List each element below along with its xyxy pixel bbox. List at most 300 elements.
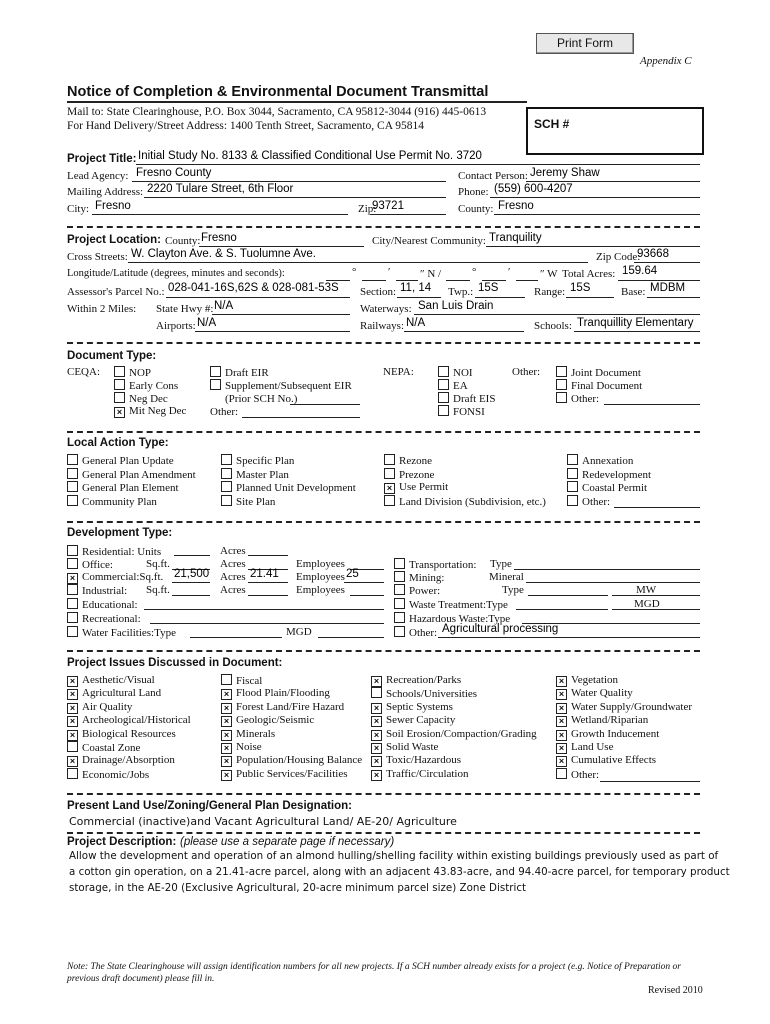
ceqa-options	[114, 366, 186, 418]
option-nop[interactable]	[114, 366, 186, 379]
dev-other[interactable]	[394, 626, 437, 639]
commercial-acres-label: Acres	[220, 571, 246, 583]
community-plan-checkbox[interactable]	[67, 495, 78, 506]
option-vegetation[interactable]	[556, 674, 692, 687]
option-site-plan[interactable]	[221, 495, 356, 509]
option-economic-jobs[interactable]	[67, 768, 191, 781]
commercial-acres-value[interactable]: 21.41	[250, 568, 279, 580]
city-label: City:	[67, 203, 90, 215]
print-form-button[interactable]: Print Form	[536, 33, 634, 54]
option-draft-eir[interactable]	[210, 366, 352, 379]
early-cons-label: Early Cons	[129, 380, 179, 392]
public-services-facilities-checkbox[interactable]: ×	[221, 770, 232, 781]
commercial-label: Commercial:Sq.ft.	[82, 571, 164, 583]
residential-label: Residential: Units	[82, 546, 162, 558]
hazardous-checkbox[interactable]	[394, 612, 405, 623]
other-checkbox[interactable]	[556, 768, 567, 779]
development-type-heading: Development Type:	[67, 527, 173, 539]
vegetation-label: Vegetation	[571, 674, 619, 686]
power-mw-label: MW	[636, 584, 657, 596]
water-supply-groundwater-label: Water Supply/Groundwater	[571, 700, 692, 713]
option-rezone[interactable]	[384, 454, 546, 468]
option-use-permit[interactable]	[384, 481, 546, 495]
nepa-options	[438, 366, 495, 418]
office-label: Office:	[82, 559, 113, 571]
residential-checkbox[interactable]	[67, 545, 78, 556]
water-mgd-label: MGD	[286, 626, 312, 638]
description-line-1[interactable]: Allow the development and operation of an almond hulling/shelling facility within existing buildings previously used as part of	[69, 850, 719, 862]
dev-residential[interactable]	[67, 545, 161, 558]
airports-value[interactable]: N/A	[197, 317, 217, 329]
ea-label: EA	[453, 380, 468, 392]
other-doc-options	[556, 366, 642, 405]
dev-other-label: Other:	[409, 627, 438, 639]
fiscal-checkbox[interactable]	[221, 674, 232, 685]
option-agricultural-land[interactable]	[67, 687, 191, 700]
option-fonsi[interactable]	[438, 405, 495, 418]
total-acres-value[interactable]: 159.64	[622, 265, 658, 277]
other-label: Other:	[582, 495, 611, 508]
archeological-historical-label: Archeological/Historical	[82, 714, 191, 727]
commercial-sqft-value[interactable]: 21,500	[174, 568, 210, 580]
option-draft-eis[interactable]	[438, 392, 495, 405]
option-septic-systems[interactable]	[371, 701, 537, 714]
solid-waste-label: Solid Waste	[386, 740, 439, 753]
dev-office[interactable]	[67, 558, 113, 571]
option-ea[interactable]	[438, 379, 495, 392]
office-sqft-label: Sq.ft.	[146, 558, 170, 570]
waterways-value[interactable]: San Luis Drain	[418, 300, 494, 312]
option-prezone[interactable]	[384, 468, 546, 482]
vegetation-checkbox[interactable]: ×	[556, 676, 567, 687]
general-plan-update-checkbox[interactable]	[67, 454, 78, 465]
geologic-seismic-label: Geologic/Seismic	[236, 714, 315, 727]
cross-streets-label: Cross Streets:	[67, 251, 128, 263]
twp-label: Twp.:	[448, 286, 474, 298]
range-label: Range:	[534, 286, 566, 298]
general-plan-update-label: General Plan Update	[82, 455, 174, 467]
coastal-zone-checkbox[interactable]	[67, 741, 78, 752]
base-value[interactable]: MDBM	[650, 282, 686, 294]
educational-label: Educational:	[82, 599, 138, 611]
water-quality-checkbox[interactable]: ×	[556, 689, 567, 700]
option-annexation[interactable]	[567, 454, 651, 468]
dev-mining[interactable]	[394, 571, 444, 584]
agricultural-land-checkbox[interactable]: ×	[67, 689, 78, 700]
footer-note-1: Note: The State Clearinghouse will assign identification numbers for all new projects. If a SCH number already exists for a project (e.g. Notice of Preparation or	[67, 962, 681, 972]
issues-col4	[556, 674, 692, 781]
local-action-col2	[221, 454, 356, 508]
description-line-3[interactable]: storage, in the AE-20 (Exclusive Agricultural, 20-acre minimum parcel size) Zone District	[69, 882, 527, 894]
contact-person-value[interactable]: Jeremy Shaw	[530, 167, 600, 179]
land-use-label: Land Use	[571, 740, 614, 753]
land-use-value[interactable]: Commercial (inactive)and Vacant Agricultural Land/ AE-20/ Agriculture	[69, 815, 457, 828]
other-checkbox[interactable]	[567, 495, 578, 506]
railways-label: Railways:	[360, 320, 404, 332]
local-action-col3	[384, 454, 546, 508]
footer-note-2: previous draft document) please fill in.	[67, 974, 215, 984]
site-plan-checkbox[interactable]	[221, 495, 232, 506]
nepa-label: NEPA:	[383, 366, 414, 378]
general-plan-amendment-checkbox[interactable]	[67, 468, 78, 479]
revised-label: Revised 2010	[648, 985, 703, 996]
option-biological-resources[interactable]	[67, 728, 191, 741]
option-community-plan[interactable]	[67, 495, 196, 509]
option-cumulative-effects[interactable]	[556, 754, 692, 767]
dev-recreational[interactable]	[67, 612, 141, 625]
archeological-historical-checkbox[interactable]: ×	[67, 716, 78, 727]
option-specific-plan[interactable]	[221, 454, 356, 468]
air-quality-label: Air Quality	[82, 700, 133, 713]
option-solid-waste[interactable]	[371, 741, 537, 754]
minerals-checkbox[interactable]: ×	[221, 730, 232, 741]
cumulative-effects-checkbox[interactable]: ×	[556, 756, 567, 767]
railways-value[interactable]: N/A	[406, 317, 426, 329]
w-sec-label: ″ W	[540, 268, 558, 280]
sewer-capacity-label: Sewer Capacity	[386, 714, 456, 727]
option-air-quality[interactable]	[67, 701, 191, 714]
doc-other-label: Other:	[210, 406, 239, 418]
fonsi-label: FONSI	[453, 406, 485, 418]
prezone-checkbox[interactable]	[384, 468, 395, 479]
mit-neg-dec-checkbox[interactable]: ×	[114, 407, 125, 418]
land-use-heading: Present Land Use/Zoning/General Plan Designation:	[67, 800, 352, 812]
noise-checkbox[interactable]: ×	[221, 743, 232, 754]
general-plan-element-label: General Plan Element	[82, 482, 179, 494]
recreation-parks-label: Recreation/Parks	[386, 674, 462, 686]
option-aesthetic-visual[interactable]	[67, 674, 191, 687]
industrial-checkbox[interactable]	[67, 584, 78, 595]
option-population-housing-balance[interactable]	[221, 754, 362, 767]
lead-agency-label: Lead Agency:	[67, 170, 129, 182]
wetland-riparian-checkbox[interactable]: ×	[556, 716, 567, 727]
coastal-zone-label: Coastal Zone	[82, 741, 141, 754]
annexation-checkbox[interactable]	[567, 454, 578, 465]
option-toxic-hazardous[interactable]	[371, 754, 537, 767]
biological-resources-label: Biological Resources	[82, 727, 176, 740]
recreational-checkbox[interactable]	[67, 612, 78, 623]
option-general-plan-element[interactable]	[67, 481, 196, 495]
option-fiscal[interactable]	[221, 674, 362, 687]
option-general-plan-amendment[interactable]	[67, 468, 196, 482]
dev-waste[interactable]	[394, 598, 508, 611]
state-hwy-value[interactable]: N/A	[214, 300, 234, 312]
air-quality-checkbox[interactable]: ×	[67, 703, 78, 714]
redevelopment-checkbox[interactable]	[567, 468, 578, 479]
option-traffic-circulation[interactable]	[371, 768, 537, 781]
option-water-quality[interactable]	[556, 687, 692, 700]
commercial-employees-value[interactable]: 25	[346, 568, 359, 580]
joint-document-checkbox[interactable]	[556, 366, 567, 377]
septic-systems-checkbox[interactable]: ×	[371, 703, 382, 714]
traffic-circulation-checkbox[interactable]: ×	[371, 770, 382, 781]
location-county-value[interactable]: Fresno	[201, 232, 237, 244]
minerals-label: Minerals	[236, 727, 276, 740]
coastal-permit-checkbox[interactable]	[567, 481, 578, 492]
neg-dec-label: Neg Dec	[129, 393, 168, 405]
land-division-subdivision-etc-checkbox[interactable]	[384, 495, 395, 506]
waste-checkbox[interactable]	[394, 598, 405, 609]
option-other[interactable]	[567, 495, 651, 509]
appendix-label: Appendix C	[640, 55, 692, 67]
mailing-address-value[interactable]: 2220 Tulare Street, 6th Floor	[147, 183, 294, 195]
mining-checkbox[interactable]	[394, 571, 405, 582]
schools-universities-checkbox[interactable]	[371, 687, 382, 698]
recreational-label: Recreational:	[82, 613, 141, 625]
sch-number-box[interactable]	[526, 107, 704, 155]
schools-universities-label: Schools/Universities	[386, 688, 478, 701]
final-document-label: Final Document	[571, 380, 643, 392]
issues-heading: Project Issues Discussed in Document:	[67, 657, 283, 669]
option-sewer-capacity[interactable]	[371, 714, 537, 727]
soil-erosion-compaction-grading-checkbox[interactable]: ×	[371, 730, 382, 741]
prezone-label: Prezone	[399, 468, 435, 481]
hazardous-label: Hazardous Waste:Type	[409, 613, 511, 625]
zip-code-value[interactable]: 93668	[637, 248, 669, 260]
other-checkbox[interactable]	[556, 392, 567, 403]
phone-value[interactable]: (559) 600-4207	[494, 183, 573, 195]
drainage-absorption-checkbox[interactable]: ×	[67, 756, 78, 767]
option-noi[interactable]	[438, 366, 495, 379]
flood-plain-flooding-checkbox[interactable]: ×	[221, 689, 232, 700]
contact-person-label: Contact Person:	[458, 170, 528, 182]
project-title-label: Project Title:	[67, 153, 137, 165]
educational-checkbox[interactable]	[67, 598, 78, 609]
dev-power[interactable]	[394, 584, 440, 597]
option-master-plan[interactable]	[221, 468, 356, 482]
mining-mineral-label: Mineral	[489, 571, 524, 583]
option-noise[interactable]	[221, 741, 362, 754]
community-value[interactable]: Tranquility	[489, 232, 542, 244]
deg-sym-1: °	[352, 266, 357, 278]
supplement-subsequent-eir-label: Supplement/Subsequent EIR	[225, 380, 352, 392]
draft-eis-label: Draft EIS	[453, 393, 496, 405]
option-early-cons[interactable]	[114, 379, 186, 392]
aesthetic-visual-checkbox[interactable]: ×	[67, 676, 78, 687]
page-title: Notice of Completion & Environmental Document Transmittal	[67, 84, 489, 100]
option-growth-inducement[interactable]	[556, 728, 692, 741]
specific-plan-label: Specific Plan	[236, 455, 295, 467]
option-final-document[interactable]	[556, 379, 642, 392]
ea-checkbox[interactable]	[438, 379, 449, 390]
option-drainage-absorption[interactable]	[67, 754, 191, 767]
growth-inducement-checkbox[interactable]: ×	[556, 730, 567, 741]
option-coastal-zone[interactable]	[67, 741, 191, 754]
transportation-label: Transportation:	[409, 559, 477, 571]
transportation-type-label: Type	[490, 558, 512, 570]
sch-label: SCH #	[534, 117, 570, 131]
water-supply-groundwater-checkbox[interactable]: ×	[556, 703, 567, 714]
local-action-col1	[67, 454, 196, 508]
dev-other-value[interactable]: Agricultural processing	[442, 623, 559, 635]
office-checkbox[interactable]	[67, 558, 78, 569]
location-county-label: County:	[165, 235, 201, 247]
master-plan-checkbox[interactable]	[221, 468, 232, 479]
apn-label: Assessor's Parcel No.:	[67, 286, 165, 298]
option-geologic-seismic[interactable]	[221, 714, 362, 727]
biological-resources-checkbox[interactable]: ×	[67, 730, 78, 741]
waste-label: Waste Treatment:Type	[409, 599, 508, 611]
power-label: Power:	[409, 585, 441, 597]
option-recreation-parks[interactable]	[371, 674, 537, 687]
dev-water[interactable]	[67, 626, 176, 639]
traffic-circulation-label: Traffic/Circulation	[386, 767, 469, 780]
other-label: Other:	[571, 393, 600, 405]
option-public-services-facilities[interactable]	[221, 768, 362, 781]
residential-acres-label: Acres	[220, 545, 246, 557]
forest-land-fire-hazard-checkbox[interactable]: ×	[221, 703, 232, 714]
general-plan-element-checkbox[interactable]	[67, 481, 78, 492]
planned-unit-development-checkbox[interactable]	[221, 481, 232, 492]
option-neg-dec[interactable]	[114, 392, 186, 405]
water-label: Water Facilities:Type	[82, 627, 176, 639]
zip-value[interactable]: 93721	[372, 200, 404, 212]
range-value[interactable]: 15S	[570, 282, 591, 294]
county-value[interactable]: Fresno	[498, 200, 534, 212]
eir-options	[210, 366, 352, 392]
option-planned-unit-development[interactable]	[221, 481, 356, 495]
noi-checkbox[interactable]	[438, 366, 449, 377]
issues-col1	[67, 674, 191, 781]
option-joint-document[interactable]	[556, 366, 642, 379]
other-doc-label: Other:	[512, 366, 541, 378]
use-permit-checkbox[interactable]: ×	[384, 483, 395, 494]
option-wetland-riparian[interactable]	[556, 714, 692, 727]
zip-code-label: Zip Code:	[596, 251, 641, 263]
site-plan-label: Site Plan	[236, 495, 276, 508]
toxic-hazardous-checkbox[interactable]: ×	[371, 756, 382, 767]
option-general-plan-update[interactable]	[67, 454, 196, 468]
nop-checkbox[interactable]	[114, 366, 125, 377]
early-cons-checkbox[interactable]	[114, 379, 125, 390]
power-checkbox[interactable]	[394, 584, 405, 595]
supplement-subsequent-eir-checkbox[interactable]	[210, 379, 221, 390]
sewer-capacity-checkbox[interactable]: ×	[371, 716, 382, 727]
deg-sym-2: °	[472, 266, 477, 278]
option-redevelopment[interactable]	[567, 468, 651, 482]
option-archeological-historical[interactable]	[67, 714, 191, 727]
transportation-checkbox[interactable]	[394, 558, 405, 569]
community-label: City/Nearest Community:	[372, 235, 486, 247]
project-description-note: (please use a separate page if necessary)	[180, 836, 395, 848]
section-label: Section:	[360, 286, 397, 298]
apn-value[interactable]: 028-041-16S,62S & 028-081-53S	[168, 282, 339, 294]
rezone-checkbox[interactable]	[384, 454, 395, 465]
ceqa-label: CEQA:	[67, 366, 100, 378]
dev-educational[interactable]	[67, 598, 138, 611]
lat-long-label: Longitude/Latitude (degrees, minutes and seconds):	[67, 268, 285, 279]
fonsi-checkbox[interactable]	[438, 405, 449, 416]
fiscal-label: Fiscal	[236, 675, 263, 687]
annexation-label: Annexation	[582, 455, 634, 467]
option-soil-erosion-compaction-grading[interactable]	[371, 728, 537, 741]
option-supplement-subsequent-eir[interactable]	[210, 379, 352, 392]
option-mit-neg-dec[interactable]	[114, 405, 186, 418]
issues-col3	[371, 674, 537, 781]
economic-jobs-label: Economic/Jobs	[82, 768, 150, 781]
noise-label: Noise	[236, 740, 262, 753]
section-value[interactable]: 11, 14	[400, 282, 432, 294]
within-2-miles-label: Within 2 Miles:	[67, 303, 137, 315]
forest-land-fire-hazard-label: Forest Land/Fire Hazard	[236, 700, 345, 713]
county-label: County:	[458, 203, 494, 215]
land-use-checkbox[interactable]: ×	[556, 743, 567, 754]
growth-inducement-label: Growth Inducement	[571, 727, 660, 740]
solid-waste-checkbox[interactable]: ×	[371, 743, 382, 754]
specific-plan-checkbox[interactable]	[221, 454, 232, 465]
dev-commercial[interactable]	[67, 571, 163, 584]
dev-industrial[interactable]	[67, 584, 127, 597]
industrial-employees-label: Employees	[296, 584, 345, 596]
final-document-checkbox[interactable]	[556, 379, 567, 390]
state-hwy-label: State Hwy #:	[156, 303, 214, 315]
option-other[interactable]	[556, 768, 692, 781]
project-location-label: Project Location:	[67, 234, 161, 246]
dev-other-checkbox[interactable]	[394, 626, 405, 637]
option-land-use[interactable]	[556, 741, 692, 754]
option-coastal-permit[interactable]	[567, 481, 651, 495]
public-services-facilities-label: Public Services/Facilities	[236, 767, 348, 780]
hand-delivery-line: For Hand Delivery/Street Address: 1400 Tenth Street, Sacramento, CA 95814	[67, 120, 425, 132]
commercial-checkbox[interactable]: ×	[67, 573, 78, 584]
description-line-2[interactable]: a cotton gin operation, on a 21.41-acre parcel, along with an adjacent 43.83-acre, and 94.40-acre parcel, for temporary product	[69, 866, 730, 878]
draft-eir-checkbox[interactable]	[210, 366, 221, 377]
aesthetic-visual-label: Aesthetic/Visual	[82, 674, 155, 686]
dev-transportation[interactable]	[394, 558, 476, 571]
nop-label: NOP	[129, 367, 152, 379]
option-water-supply-groundwater[interactable]	[556, 701, 692, 714]
city-value[interactable]: Fresno	[95, 200, 131, 212]
wetland-riparian-label: Wetland/Riparian	[571, 714, 649, 727]
option-schools-universities[interactable]	[371, 687, 537, 700]
toxic-hazardous-label: Toxic/Hazardous	[386, 754, 461, 767]
mail-to-line: Mail to: State Clearinghouse, P.O. Box 3044, Sacramento, CA 95812-3044 (916) 445-0613	[67, 106, 487, 118]
industrial-sqft-label: Sq.ft.	[146, 584, 170, 596]
water-checkbox[interactable]	[67, 626, 78, 637]
redevelopment-label: Redevelopment	[582, 468, 652, 481]
neg-dec-checkbox[interactable]	[114, 392, 125, 403]
rezone-label: Rezone	[399, 455, 432, 467]
other-label: Other:	[571, 768, 600, 781]
economic-jobs-checkbox[interactable]	[67, 768, 78, 779]
population-housing-balance-checkbox[interactable]: ×	[221, 756, 232, 767]
land-division-subdivision-etc-label: Land Division (Subdivision, etc.)	[399, 495, 546, 508]
agricultural-land-label: Agricultural Land	[82, 687, 162, 700]
twp-value[interactable]: 15S	[478, 282, 499, 294]
population-housing-balance-label: Population/Housing Balance	[236, 754, 363, 767]
option-land-division-subdivision-etc[interactable]	[384, 495, 546, 509]
prior-sch-label: (Prior SCH No.)	[225, 393, 298, 405]
office-employees-label: Employees	[296, 558, 345, 570]
lead-agency-value[interactable]: Fresno County	[136, 167, 212, 179]
zip-label: Zip:	[358, 203, 377, 215]
mailing-address-label: Mailing Address:	[67, 186, 144, 198]
schools-value[interactable]: Tranquillity Elementary	[577, 317, 694, 329]
option-forest-land-fire-hazard[interactable]	[221, 701, 362, 714]
planned-unit-development-label: Planned Unit Development	[236, 482, 356, 494]
draft-eis-checkbox[interactable]	[438, 392, 449, 403]
project-title-value[interactable]: Initial Study No. 8133 & Classified Conditional Use Permit No. 3720	[138, 150, 482, 162]
option-flood-plain-flooding[interactable]	[221, 687, 362, 700]
coastal-permit-label: Coastal Permit	[582, 482, 648, 494]
recreation-parks-checkbox[interactable]: ×	[371, 676, 382, 687]
local-action-col4	[567, 454, 651, 508]
option-minerals[interactable]	[221, 728, 362, 741]
cross-streets-value[interactable]: W. Clayton Ave. & S. Tuolumne Ave.	[131, 248, 316, 260]
geologic-seismic-checkbox[interactable]: ×	[221, 716, 232, 727]
project-description-heading: Project Description:	[67, 836, 177, 848]
airports-label: Airports:	[156, 320, 196, 332]
